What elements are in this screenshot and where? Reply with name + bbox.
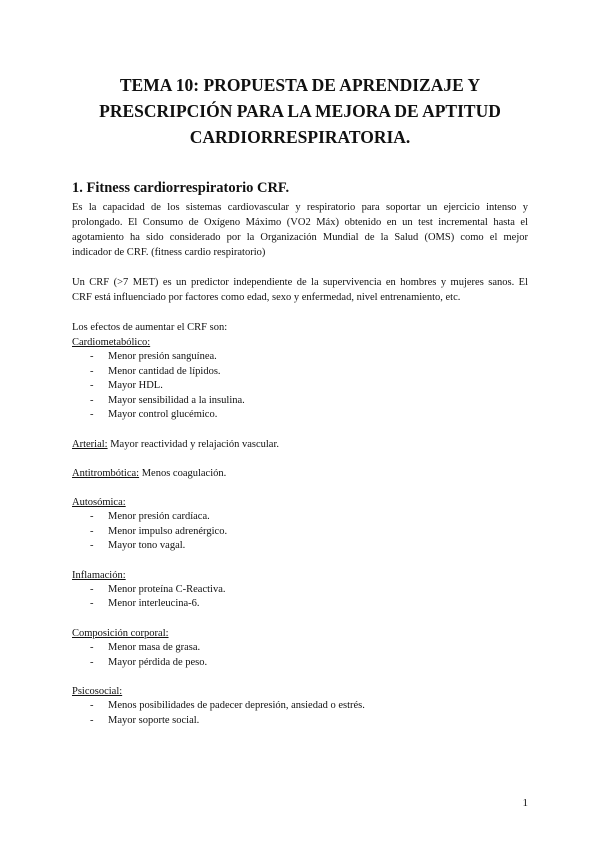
category-title: Autosómica: (72, 496, 126, 508)
document-title (72, 0, 528, 150)
bullet-dash: - (90, 409, 94, 421)
list-item (72, 583, 528, 598)
list-item-text: Mayor sensibilidad a la insulina. (108, 394, 245, 406)
bullet-dash: - (90, 641, 94, 653)
bullet-dash: - (90, 540, 94, 552)
title-line: CARDIORRESPIRATORIA. (189, 127, 411, 147)
list-item-text: Menor masa de grasa. (108, 641, 201, 653)
list-item (72, 350, 528, 365)
list-item-text: Mayor soporte social. (108, 714, 200, 726)
list-item (72, 656, 528, 671)
section-heading: 1. Fitness cardiorrespiratorio CRF. (72, 180, 290, 196)
definition-paragraph (72, 200, 528, 260)
effects-cardiometabolic (72, 335, 528, 423)
list-item-text: Menor proteína C-Reactiva. (108, 583, 226, 595)
effects-antithrombotic (72, 466, 528, 481)
effects-body-composition (72, 626, 528, 670)
list-item (72, 699, 528, 714)
list-item-text: Menor impulso adrenérgico. (108, 525, 228, 537)
list-item (72, 510, 528, 525)
effects-inflammation (72, 568, 528, 612)
list-item-text: Menos posibilidades de padecer depresión, ansiedad o estrés. (108, 700, 365, 712)
bullet-dash: - (90, 510, 94, 522)
category-title: Psicosocial: (72, 686, 123, 698)
paragraph-line: indicador de CRF. (fitness cardio respiratorio) (72, 247, 266, 258)
list-item (72, 597, 528, 612)
category-title: Inflamación: (72, 569, 126, 581)
paragraph-line: CRF está influenciado por factores como edad, sexo y enfermedad, nivel entrenamiento, etc. (72, 292, 461, 303)
list-item-text: Menor cantidad de lípidos. (108, 365, 221, 377)
list-item (72, 365, 528, 380)
bullet-dash: - (90, 394, 94, 406)
paragraph-line: Es la capacidad de los sistemas cardiovascular y respiratorio para soportar un ejercicio intenso y (72, 202, 528, 213)
list-item (72, 714, 528, 729)
list-item-text: Menor interleucina-6. (108, 598, 200, 610)
bullet-dash: - (90, 380, 94, 392)
bullet-dash: - (90, 714, 94, 726)
title-line: PRESCRIPCIÓN PARA LA MEJORA DE APTITUD (99, 101, 501, 121)
title-line: TEMA 10: PROPUESTA DE APRENDIZAJE Y (119, 75, 481, 95)
effects-autonomic (72, 495, 528, 554)
list-item-text: Mayor pérdida de peso. (108, 656, 208, 668)
bullet-list (72, 350, 528, 423)
bullet-dash: - (90, 525, 94, 537)
bullet-dash: - (90, 583, 94, 595)
bullet-dash: - (90, 656, 94, 668)
list-item (72, 539, 528, 554)
category-title: Cardiometabólico: (72, 337, 151, 348)
paragraph-line: Un CRF (>7 MET) es un predictor independiente de la supervivencia en hombres y mujeres sanos. El (72, 277, 528, 288)
predictor-paragraph (72, 275, 528, 305)
bullet-dash: - (90, 700, 94, 712)
page-number: 1 (522, 797, 528, 809)
bullet-list (72, 699, 528, 728)
paragraph-line: prolongado. El Consumo de Oxígeno Máximo (VO2 Máx) obtenido en un test incremental hasta el (72, 217, 528, 228)
effects-psychosocial (72, 684, 528, 728)
effects-intro: Los efectos de aumentar el CRF son: (72, 322, 228, 333)
category-title: Composición corporal: (72, 627, 169, 639)
bullet-dash: - (90, 598, 94, 610)
category-text: Mayor reactividad y relajación vascular. (107, 438, 280, 450)
list-item (72, 408, 528, 423)
bullet-list (72, 641, 528, 670)
bullet-list (72, 510, 528, 554)
paragraph-line: agotamiento ha sido considerado por la Organización Mundial de la Salud (OMS) como el mejor (72, 232, 528, 243)
list-item-text: Menor presión sanguínea. (108, 351, 217, 362)
list-item-text: Mayor control glucémico. (108, 409, 218, 421)
category-text: Menos coagulación. (139, 467, 227, 479)
list-item-text: Menor presión cardíaca. (108, 510, 210, 522)
category-title: Arterial: (72, 438, 108, 450)
bullet-dash: - (90, 365, 94, 377)
list-item (72, 379, 528, 394)
effects-arterial (72, 437, 528, 452)
list-item-text: Mayor tono vagal. (108, 540, 186, 552)
list-item (72, 525, 528, 540)
list-item (72, 394, 528, 409)
list-item-text: Mayor HDL. (108, 380, 163, 392)
bullet-list (72, 583, 528, 612)
category-title: Antitrombótica: (72, 467, 140, 479)
list-item (72, 641, 528, 656)
bullet-dash: - (90, 351, 94, 362)
